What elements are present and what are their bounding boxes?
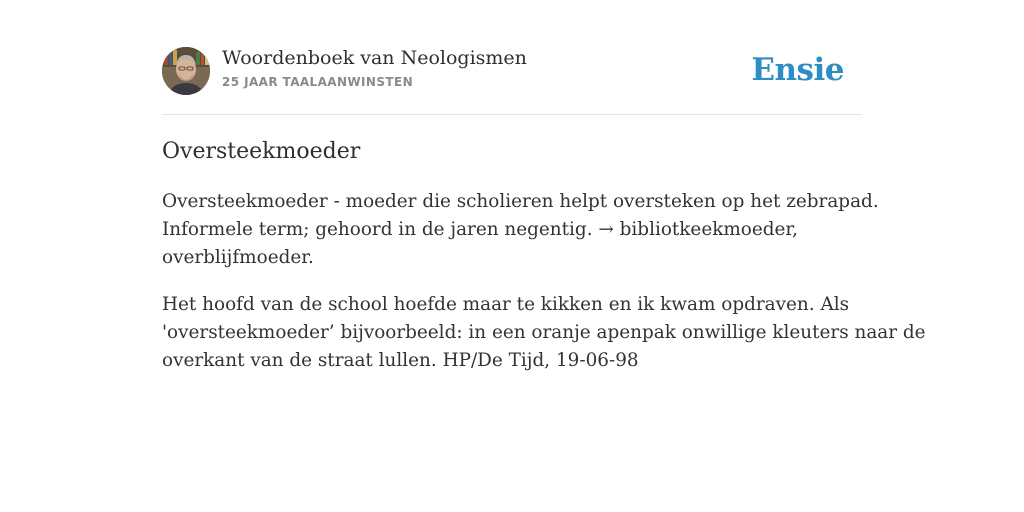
definition-line: Informele term; gehoord in de jaren negentig. → bibliotkeekmoeder, [162, 219, 799, 240]
quote-line: Het hoofd van de school hoefde maar te kikken en ik kwam opdraven. Als [162, 294, 850, 315]
quote-line: overkant van de straat lullen. HP/De Tijd, 19-06-98 [162, 350, 639, 371]
author-portrait-image [162, 47, 210, 95]
entry-title: Oversteekmoeder [162, 139, 361, 164]
definition-line: Oversteekmoeder - moeder die scholieren helpt oversteken op het zebrapad. [162, 191, 879, 212]
entry-quote [162, 291, 926, 375]
site-title-link[interactable]: Woordenboek van Neologismen [222, 47, 527, 69]
quote-line: 'oversteekmoeder’ bijvoorbeeld: in een oranje apenpak onwillige kleuters naar de [162, 322, 926, 343]
author-avatar[interactable] [162, 47, 210, 95]
site-header [162, 46, 862, 115]
site-title-block [222, 46, 527, 90]
ensie-logo-link[interactable]: Ensie [751, 52, 844, 88]
definition-line: overblijfmoeder. [162, 247, 314, 268]
site-subtitle: 25 JAAR TAALAANWINSTEN [222, 75, 414, 89]
entry-definition [162, 188, 879, 272]
entry-content [162, 136, 926, 394]
